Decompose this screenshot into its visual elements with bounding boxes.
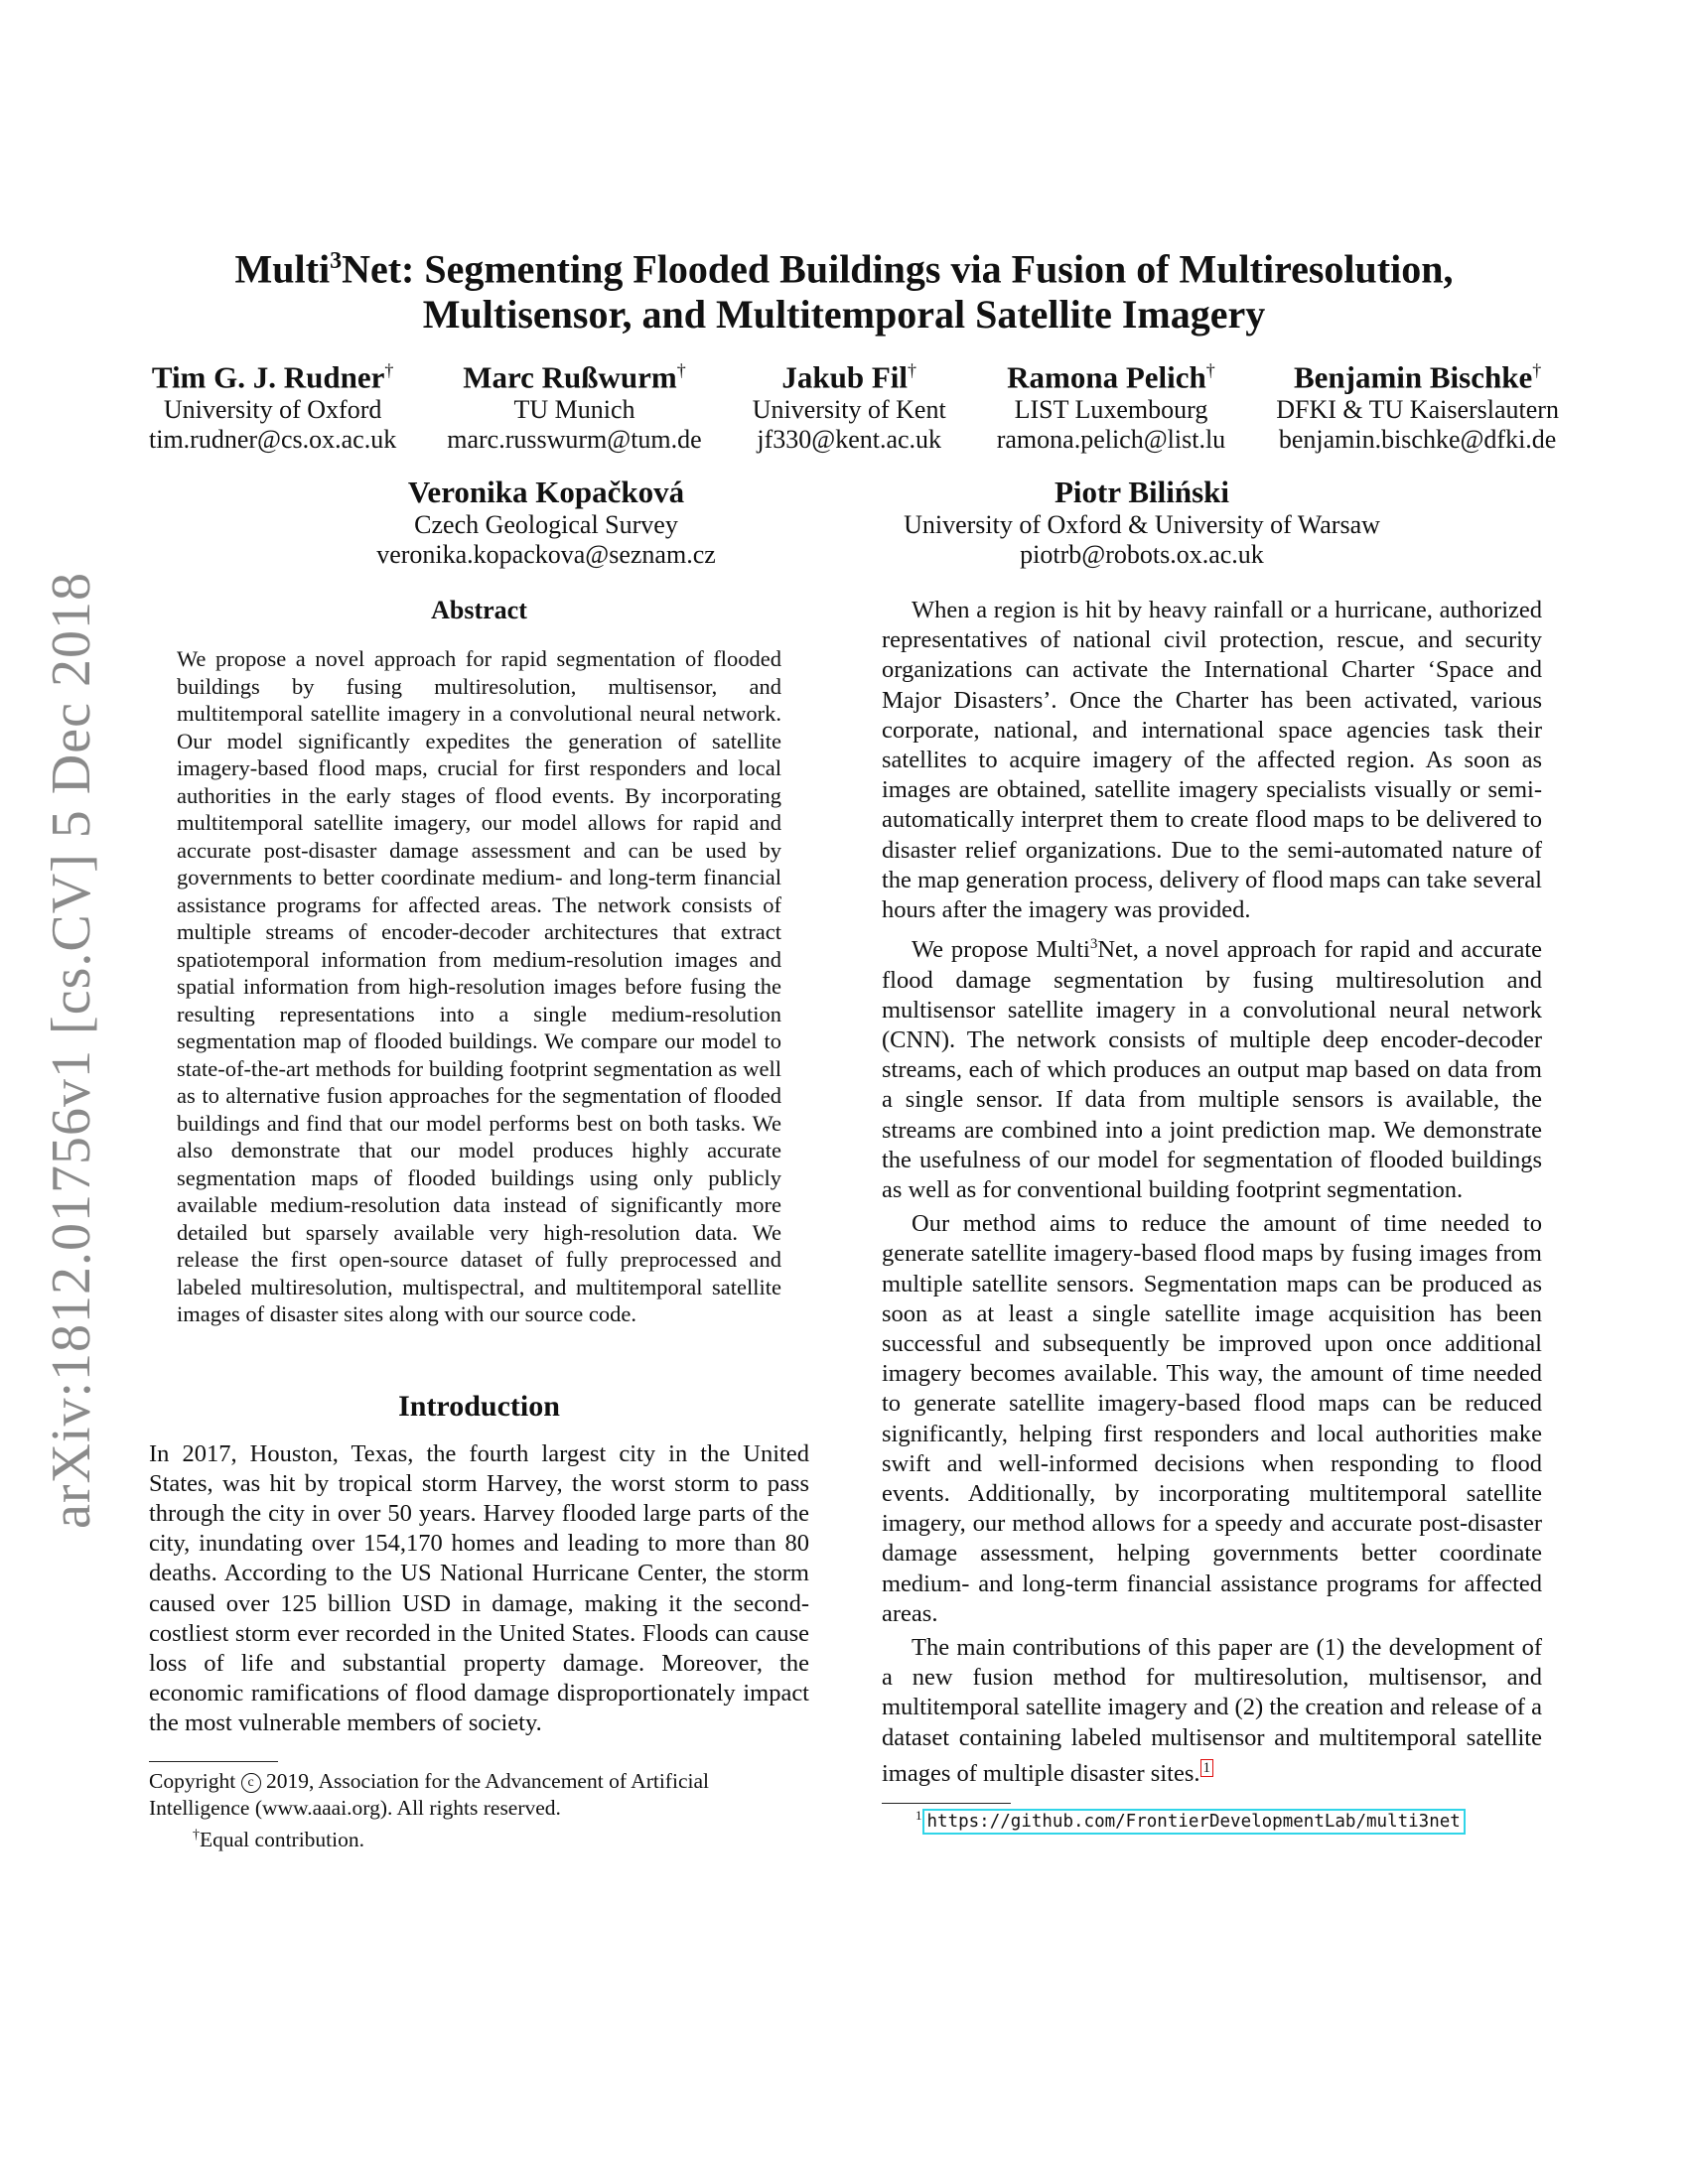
author-email[interactable]: veronika.kopackova@seznam.cz [376, 540, 716, 569]
author-affiliation: University of Kent [752, 395, 946, 425]
abstract-heading: Abstract [431, 596, 527, 624]
footnote-rule [149, 1761, 278, 1762]
equal-contribution-footnote: †Equal contribution. [193, 1827, 364, 1851]
right-column [882, 596, 1542, 1832]
author-affiliation: University of Oxford & University of Warsaw [904, 510, 1380, 539]
author-name: Piotr Biliński [1055, 475, 1229, 509]
paragraph: When a region is hit by heavy rainfall or a hurricane, authorized representatives of national civil protection, rescue, and security organizations can activate the International Charter ‘Space and Major Disasters’. Once the Charter has been activated, various corporate, national, and international space agencies task their satellites to acquire imagery of the affected region. As soon as images are obtained, satellite imagery specialists visually or semi-automatically interpret them to create flood maps to be delivered to disaster relief organizations. Due to the semi-automated nature of the map generation process, delivery of flood maps can take several hours after the imagery was provided. [882, 597, 1542, 924]
author-affiliation: TU Munich [513, 395, 635, 425]
copyright-footnote: Copyright c 2019, Association for the Advancement of Artificial Intelligence (www.aaai.org). All rights reserved. [149, 1768, 709, 1820]
author-block [874, 475, 1410, 570]
author-name: Benjamin Bischke [1293, 359, 1533, 395]
url-footnote: $^1$ https://github.com/FrontierDevelopmentLab/multi3net [882, 1808, 1542, 1832]
author-email[interactable]: jf330@kent.ac.uk [757, 425, 942, 455]
author-email[interactable]: marc.russwurm@tum.de [447, 425, 702, 455]
author-affiliation: University of Oxford [163, 395, 382, 425]
left-column [149, 596, 809, 1853]
paragraph: We propose Multi$^3$Net, a novel approach for rapid and accurate flood damage segmentation by fusing multiresolution and multisensor satellite imagery in a convolutional neural network (CNN). The network consists of multiple deep encoder-decoder streams, each of which produces an output map based on data from a single sensor. If data from multiple sensors is available, the streams are combined into a joint prediction map. We demonstrate the usefulness of our model for segmentation of flooded buildings as well as for conventional building footprint segmentation. [882, 936, 1542, 1204]
author-name: Marc Rußwurm [463, 359, 677, 395]
footnote-rule [882, 1803, 1011, 1804]
author-block: Marc Rußwurm† TU Munich marc.russwurm@tum.de [447, 359, 702, 455]
paragraph: The main contributions of this paper are (1) the development of a new fusion method for multiresolution, multisensor, and multitemporal satellite imagery and (2) the creation and release of a dataset containing labeled multisensor and multitemporal satellite images of multiple disaster sites. $^1$ [882, 1634, 1542, 1788]
author-block [357, 475, 735, 570]
author-block: Jakub Fil† University of Kent jf330@kent.ac.uk [752, 359, 946, 455]
author-affiliation: Czech Geological Survey [414, 510, 678, 539]
author-email[interactable]: ramona.pelich@list.lu [996, 425, 1226, 455]
introduction-heading: Introduction [398, 1389, 560, 1423]
paragraph: Our method aims to reduce the amount of time needed to generate satellite imagery-based flood maps by fusing images from multiple satellite sensors. Segmentation maps can be produced as soon as at least a single satellite image acquisition has been successful and subsequently be improved upon once additional imagery becomes available. This way, the amount of time needed to generate satellite imagery-based flood maps can be reduced significantly, helping first responders and local authorities make swift and well-informed decisions when responding to flood events. Additionally, by incorporating multitemporal satellite imagery, our method allows for a speedy and accurate post-disaster damage assessment, helping governments better coordinate medium- and long-term financial assistance programs for affected areas. [882, 1210, 1542, 1627]
author-name: Ramona Pelich [1007, 359, 1206, 395]
author-name: Jakub Fil [781, 359, 909, 395]
author-block: Tim G. J. Rudner† University of Oxford tim.rudner@cs.ox.ac.uk [149, 359, 397, 455]
author-email[interactable]: benjamin.bischke@dfki.de [1278, 425, 1557, 455]
author-email[interactable]: tim.rudner@cs.ox.ac.uk [149, 425, 397, 455]
author-name: Tim G. J. Rudner [151, 359, 385, 395]
footnote-link[interactable]: 1 [1200, 1759, 1214, 1777]
author-email[interactable]: piotrb@robots.ox.ac.uk [1020, 540, 1264, 569]
arxiv-stamp: arXiv:1812.01756v1 [cs.CV] 5 Dec 2018 [41, 572, 102, 1529]
paper-title: Multi$^3$Net: Segmenting Flooded Buildings via Fusion of Multiresolution, Multisensor, and Multitemporal Satellite Imagery [234, 246, 1454, 338]
github-link[interactable]: https://github.com/FrontierDevelopmentLab/multi3net [922, 1809, 1466, 1835]
author-affiliation: LIST Luxembourg [1014, 395, 1208, 425]
author-affiliation: DFKI & TU Kaiserslautern [1276, 395, 1559, 425]
author-block: Benjamin Bischke† DFKI & TU Kaiserslautern benjamin.bischke@dfki.de [1276, 359, 1559, 455]
author-list [149, 352, 1559, 455]
introduction-paragraph: In 2017, Houston, Texas, the fourth largest city in the United States, was hit by tropical storm Harvey, the worst storm to pass through the city in over 50 years. Harvey flooded large parts of the city, inundating over 154,170 homes and leading to more than 80 deaths. According to the US National Hurricane Center, the storm caused over 125 billion USD in damage, making it the second-costliest storm ever recorded in the United States. Floods can cause loss of life and substantial property damage. Moreover, the economic ramifications of flood damage disproportionately impact the most vulnerable members of society. [149, 1439, 809, 1737]
abstract-text: We propose a novel approach for rapid segmentation of flooded buildings by fusing multiresolution, multisensor, and multitemporal satellite imagery in a convolutional neural network. Our model significantly expedites the generation of satellite imagery-based flood maps, crucial for first responders and local authorities in the early stages of flood events. By incorporating multitemporal satellite imagery, our model allows for rapid and accurate post-disaster damage assessment and can be used by governments to better coordinate medium- and long-term financial assistance programs for affected areas. The network consists of multiple streams of encoder-decoder architectures that extract spatiotemporal information from medium-resolution images and spatial information from high-resolution images before fusing the resulting representations into a single medium-resolution segmentation map of flooded buildings. We compare our model to state-of-the-art methods for building footprint segmentation as well as to alternative fusion approaches for the segmentation of flooded buildings and find that our model performs best on both tasks. We also demonstrate that our model produces highly accurate segmentation maps of flooded buildings using only publicly available medium-resolution data instead of significantly more detailed but sparsely available very high-resolution data. We release the first open-source dataset of fully preprocessed and labeled multiresolution, multispectral, and multitemporal satellite images of disaster sites along with our source code. [177, 646, 781, 1326]
author-name: Veronika Kopačková [407, 475, 685, 509]
author-block: Ramona Pelich† LIST Luxembourg ramona.pelich@list.lu [996, 359, 1226, 455]
copyright-icon: c [241, 1773, 261, 1793]
